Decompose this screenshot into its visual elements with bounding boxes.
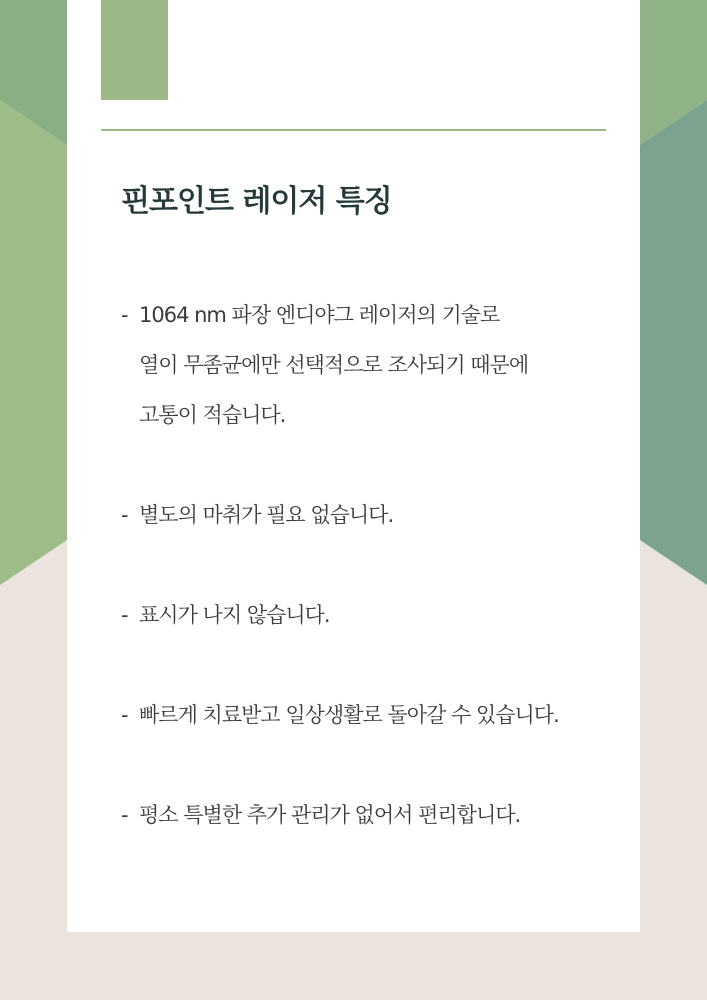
feature-item [121, 490, 621, 540]
feature-item [121, 690, 621, 740]
feature-text [139, 490, 393, 540]
feature-text [139, 590, 330, 640]
bullet-dash: - [121, 703, 128, 727]
bullet-dash: - [121, 803, 128, 827]
accent-block [101, 0, 168, 100]
feature-item [121, 590, 621, 640]
feature-text [139, 790, 520, 840]
feature-item [121, 290, 621, 440]
page-title: 핀포인트 레이저 특징 [121, 184, 392, 219]
right-lower-green-shape [640, 100, 707, 585]
feature-text [139, 690, 559, 740]
left-lower-green-shape [0, 100, 67, 585]
bullet-dash: - [121, 503, 128, 527]
feature-list [121, 290, 621, 890]
feature-line: 빠르게 치료받고 일상생활로 돌아갈 수 있습니다. [139, 703, 559, 727]
feature-item [121, 790, 621, 840]
feature-text [139, 290, 528, 440]
feature-line: 고통이 적습니다. [139, 403, 286, 427]
feature-line: 별도의 마취가 필요 없습니다. [139, 503, 394, 527]
feature-line: 열이 무좀균에만 선택적으로 조사되기 때문에 [139, 353, 529, 377]
bullet-dash: - [121, 303, 128, 327]
content-card [67, 0, 640, 932]
title-divider [101, 129, 606, 131]
bullet-dash: - [121, 603, 128, 627]
feature-line: 1064 nm 파장 엔디야그 레이저의 기술로 [139, 303, 500, 327]
feature-line: 평소 특별한 추가 관리가 없어서 편리합니다. [139, 803, 521, 827]
feature-line: 표시가 나지 않습니다. [139, 603, 330, 627]
